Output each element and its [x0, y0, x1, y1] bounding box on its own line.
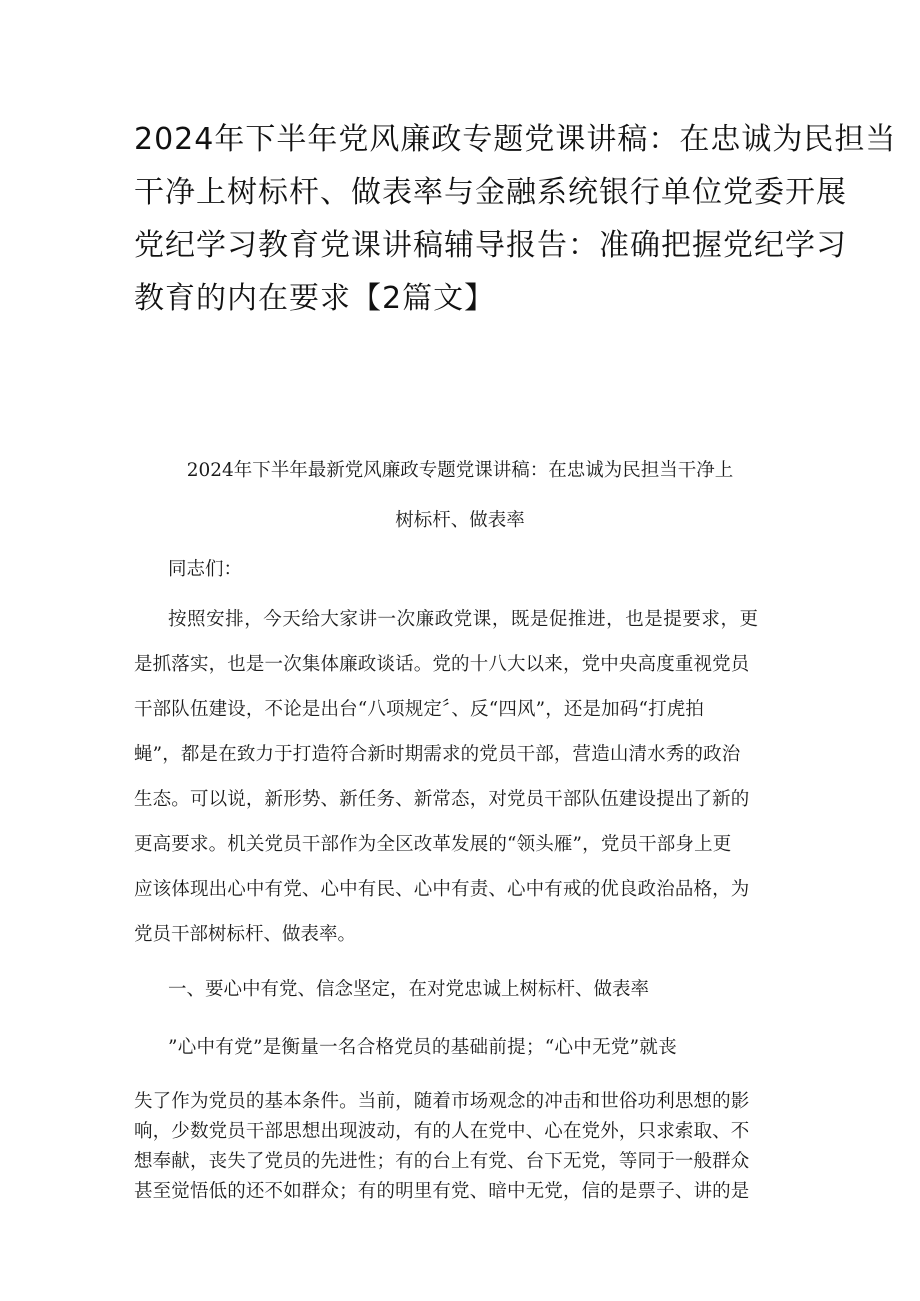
- section-intro-line: ”心中有党”是衡量一名合格党员的基础前提；“心中无党”就丧: [168, 1037, 678, 1058]
- section-heading: 一、要心中有党、信念坚定，在对党忠诚上树标杆、做表率: [168, 979, 650, 1000]
- document-title-line: 2024年下半年党风廉政专题党课讲稿：在忠诚为民担当: [134, 122, 897, 157]
- document-title: [134, 113, 897, 325]
- paragraph-line: 是抓落实，也是一次集体廉政谈话。党的十八大以来，党中央高度重视党员: [134, 654, 750, 675]
- paragraph-line: 蝇”，都是在致力于打造符合新时期需求的党员干部，营造山清水秀的政治: [134, 744, 741, 765]
- paragraph-line: 按照安排，今天给大家讲一次廉政党课，既是促推进，也是提要求，更: [168, 609, 759, 630]
- article-title-line: 树标杆、做表率: [395, 510, 525, 531]
- paragraph-line: 失了作为党员的基本条件。当前，随着市场观念的冲击和世俗功利思想的影: [134, 1091, 750, 1112]
- paragraph-line: 党员干部树标杆、做表率。: [134, 924, 357, 945]
- paragraph-line: 生态。可以说，新形势、新任务、新常态，对党员干部队伍建设提出了新的: [134, 789, 750, 810]
- document-title-line: 教育的内在要求【2篇文】: [134, 281, 496, 316]
- paragraph-line: 想奉献，丧失了党员的先进性；有的台上有党、台下无党，等同于一般群众: [134, 1151, 750, 1172]
- document-title-line: 干净上树标杆、做表率与金融系统银行单位党委开展: [134, 175, 847, 210]
- paragraph-line: 应该体现出心中有党、心中有民、心中有责、心中有戒的优良政治品格，为: [134, 879, 750, 900]
- salutation: 同志们：: [168, 559, 243, 580]
- document-title-line: 党纪学习教育党课讲稿辅导报告：准确把握党纪学习: [134, 228, 847, 263]
- paragraph-line: 更高要求。机关党员干部作为全区改革发展的“领头雁”，党员干部身上更: [134, 834, 732, 855]
- paragraph-line: 响，少数党员干部思想出现波动，有的人在党中、心在党外，只求索取、不: [134, 1121, 750, 1142]
- article-title-line: 2024年下半年最新党风廉政专题党课讲稿：在忠诚为民担当干净上: [186, 460, 734, 481]
- paragraph-line: 干部队伍建设，不论是出台“八项规定〞、反“四风”，还是加码“打虎拍: [134, 699, 705, 720]
- paragraph-line: 甚至觉悟低的还不如群众；有的明里有党、暗中无党，信的是票子、讲的是: [134, 1181, 750, 1202]
